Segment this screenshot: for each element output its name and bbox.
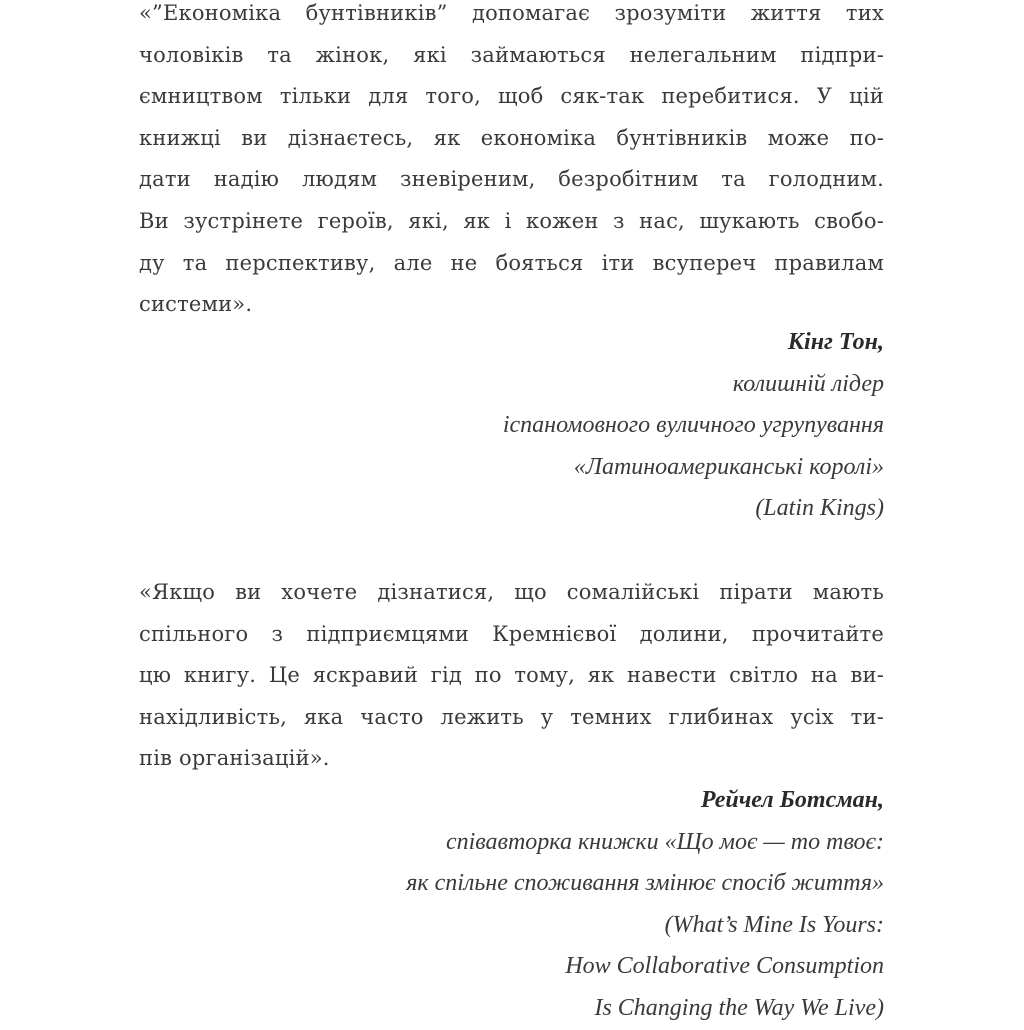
author-name: Кінг Тон, xyxy=(787,329,884,355)
author-description-line: «Латиноамериканські королі» xyxy=(573,453,884,480)
quote-line: ємництвом тільки для того, щоб сяк-так перебитися. У цій xyxy=(139,84,884,109)
quote-line: «Якщо ви хочете дізнатися, що сомалійські пірати мають xyxy=(139,580,884,604)
author-description-line: як спільне споживання змінює спосіб життя» xyxy=(406,870,884,897)
quote-line: «”Економіка бунтівників” допомагає зрозуміти життя тих xyxy=(139,1,884,25)
attribution-2 xyxy=(139,780,884,1030)
quote-line: Ви зустрінете героїв, які, як і кожен з нас, шукають свобо- xyxy=(139,208,884,233)
quote-line: нахідливість, яка часто лежить у темних глибинах усіх ти- xyxy=(139,704,884,729)
author-description-line: іспаномовного вуличного угрупування xyxy=(502,412,884,439)
attribution-1 xyxy=(139,322,884,530)
author-description-line: How Collaborative Consumption xyxy=(565,953,884,980)
author-description-line: (Latin Kings) xyxy=(755,495,884,522)
quote-paragraph-1 xyxy=(139,0,884,326)
author-name: Рейчел Ботсман, xyxy=(700,787,884,813)
quote-line: спільного з підприємцями Кремнієвої долини, прочитайте xyxy=(139,621,884,646)
author-description-line: співавторка книжки «Що моє — то твоє: xyxy=(445,828,884,855)
quote-line: системи». xyxy=(139,292,253,317)
quote-line: пів організацій». xyxy=(139,746,330,771)
author-description-line: колишній лідер xyxy=(732,370,884,397)
author-description-line: (What’s Mine Is Yours: xyxy=(664,911,884,938)
quote-line: чоловіків та жінок, які займаються нелегальним підпри- xyxy=(139,42,884,67)
quote-line: ду та перспективу, але не бояться іти всупереч правилам xyxy=(139,250,884,275)
author-description-line: Is Changing the Way We Live) xyxy=(594,994,884,1021)
quote-line: дати надію людям зневіреним, безробітним та голодним. xyxy=(139,167,884,192)
quote-paragraph-2 xyxy=(139,572,884,780)
quote-line: цю книгу. Це яскравий гід по тому, як навести світло на ви- xyxy=(139,663,884,688)
quote-line: книжці ви дізнаєтесь, як економіка бунтівників може по- xyxy=(139,125,884,150)
